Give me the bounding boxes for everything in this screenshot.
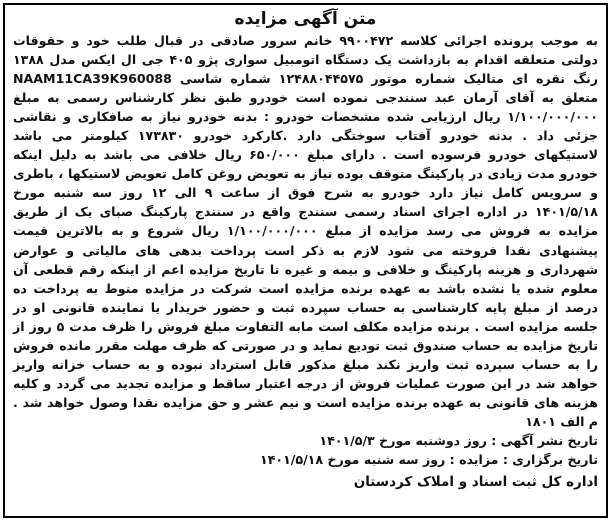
issuer-office: اداره کل ثبت اسناد و املاک کردستان <box>353 473 598 490</box>
notice-title: متن آگهی مزایده <box>234 9 377 29</box>
notice-body: به موجب پرونده اجرائی کلاسه ۹۹۰۰۴۷۲ خانم سرور صادقی در قبال طلب خود و حقوقات دولتی متعلقه اقدام به بازداشت یک دستگاه اتومبیل سواری پژو ۴۰۵ جی ال ایکس مدل ۱۳۸۸ رنگ نقره ای متالیک شماره موتور ۱۲۴۸۸۰۴۴۵۷۵ شماره شاسی NAAM11CA39K960088 متعلق به آقای آرمان عبد سنندجی نموده است خودرو طبق نظر کارشناس رسمی به مبلغ ۱/۱۰۰/۰۰۰/۰۰۰ ریال ارزیابی شده مشخصات خودرو : بدنه خودرو نیاز به صافکاری و نقاشی جزئی داد . بدنه خودرو آفتاب سوختگی دارد .کارکرد خودرو ۱۷۳۸۳۰ کیلومتر می باشد لاستیکهای خودرو فرسوده است . دارای مبلغ ۶۵۰/۰۰۰ ریال خلافی می باشد به دلیل اینکه خودرو مدت زیادی در پارکینگ متوقف بوده نیاز به تعویض روغن کامل تعویض لاستیکها ، باطری و سرویس کامل نیاز دارد خودرو به شرح فوق از ساعت ۹ الی ۱۲ روز سه شنبه مورخ ۱۴۰۱/۵/۱۸ در اداره اجرای اسناد رسمی سنندج واقع در سنندج پارکینگ صبای یک از طریق مزایده به فروش می رسد مزایده از مبلغ ۱/۱۰۰/۰۰۰/۰۰۰ ریال شروع و به بالاترین قیمت پیشنهادی نقدا فروخته می شود لازم به ذکر است پرداخت بدهی های مالیاتی و عوارض شهرداری و هزینه پارکینگ و خلافی و بیمه و غیره تا تاریخ مزایده اعم از اینکه رقم قطعی آن معلوم شده یا نشده باشد به عهده برنده مزایده است شرکت در مزایده منوط به پرداخت ده درصد از مبلغ پایه کارشناسی به حساب سپرده ثبت و حضور خریدار یا نماینده قانونی او در جلسه مزایده است . برنده مزایده مکلف است مابه التفاوت مبلغ فروش را ظرف مدت ۵ روز از تاریخ مزایده به حساب صندوق ثبت تودیع نماید و در صورتی که ظرف مهلت مقرر مانده فروش را به حساب سپرده ثبت واریز نکند مبلغ مذکور قابل استرداد نبوده و به حساب خزانه واریز خواهد شد در این صورت عملیات فروش از درجه اعتبار ساقط و مزایده تجدید می گردد و کلیه هزینه های قانونی به عهده برنده مزایده است و نیم عشر و حق مزایده نقدا وصول خواهد شد . م الف ۱۸۰۱ <box>13 33 599 429</box>
notice-frame <box>3 3 608 518</box>
auction-date: تاریخ برگزاری : مزایده : روز سه شنبه مورخ ۱۴۰۱/۵/۱۸ <box>260 452 598 468</box>
publish-date: تاریخ نشر آگهی : روز دوشنبه مورخ ۱۴۰۱/۵/۳ <box>319 432 598 448</box>
